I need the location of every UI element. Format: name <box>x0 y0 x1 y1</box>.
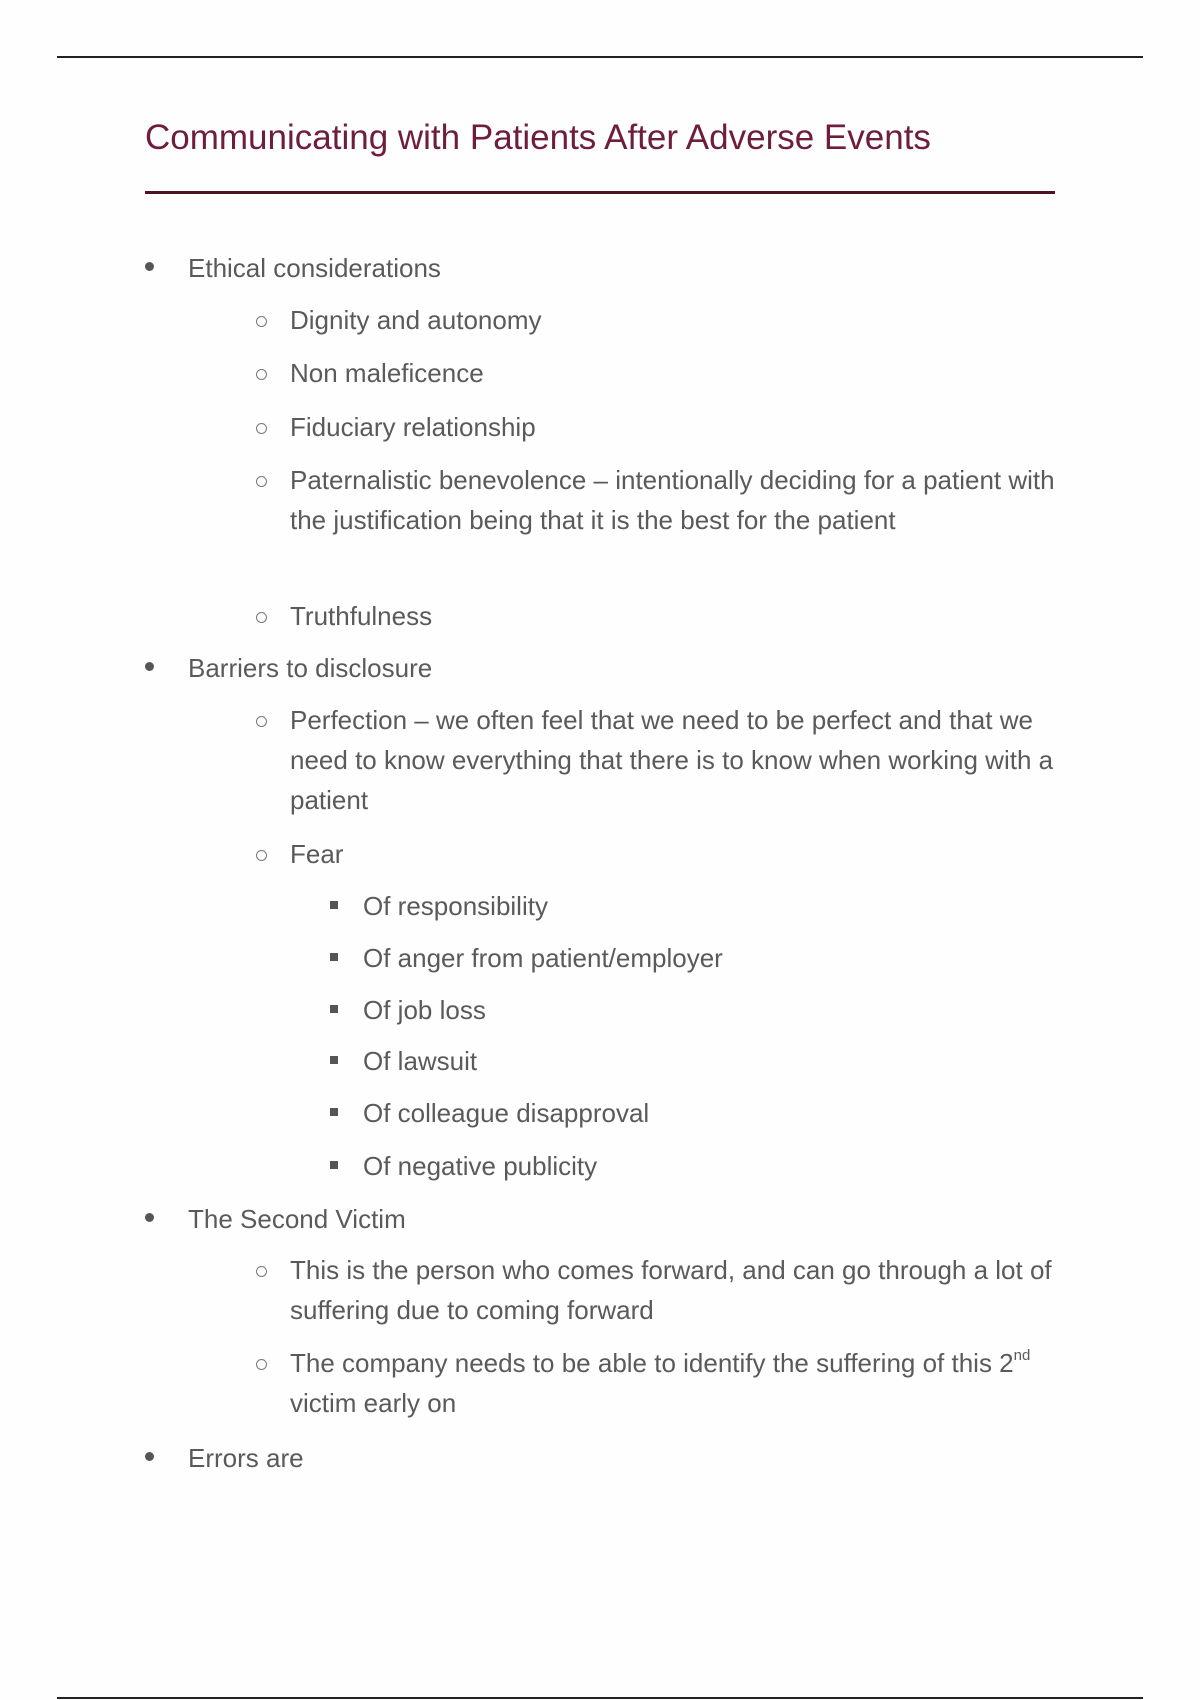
page-bottom-rule <box>57 1697 1143 1699</box>
bullet-circle-icon <box>256 850 267 861</box>
section-errors-are: Errors are <box>188 1443 304 1473</box>
bullet-square-icon <box>330 1056 338 1064</box>
bullet-circle-icon <box>256 612 267 623</box>
document-title: Communicating with Patients After Adverse Events <box>145 118 931 157</box>
bullet-circle-icon <box>256 1359 267 1370</box>
list-item-text: The company needs to be able to identify the suffering of this 2 <box>290 1348 1014 1378</box>
list-item: Of anger from patient/employer <box>363 943 723 973</box>
bullet-dot-icon <box>145 1213 154 1222</box>
section-ethical-considerations: Ethical considerations <box>188 253 441 283</box>
section-barriers-to-disclosure: Barriers to disclosure <box>188 653 433 683</box>
bullet-square-icon <box>330 1005 338 1013</box>
list-item <box>290 1343 1065 1423</box>
bullet-circle-icon <box>256 716 267 727</box>
bullet-circle-icon <box>256 476 267 487</box>
ordinal-superscript: nd <box>1013 1347 1031 1365</box>
bullet-square-icon <box>330 1161 338 1169</box>
list-item: Of lawsuit <box>363 1046 478 1076</box>
list-item: Dignity and autonomy <box>290 305 542 335</box>
list-item: Perfection – we often feel that we need to be perfect and that we need to know everything that there is to know when working with a patient <box>290 705 1054 815</box>
bullet-square-icon <box>330 901 338 909</box>
bullet-circle-icon <box>256 369 267 380</box>
list-item: Fiduciary relationship <box>290 412 536 442</box>
bullet-circle-icon <box>256 316 267 327</box>
bullet-square-icon <box>330 1108 338 1116</box>
list-item: Of colleague disapproval <box>363 1098 650 1128</box>
list-item-text-end: victim early on <box>290 1388 457 1418</box>
list-item: Of responsibility <box>363 891 548 921</box>
list-item: Non maleficence <box>290 358 484 388</box>
list-item: Paternalistic benevolence – intentionally deciding for a patient with the justification being that it is the best for the patient <box>290 465 1055 535</box>
list-item: Of negative publicity <box>363 1151 598 1181</box>
list-item: Truthfulness <box>290 601 433 631</box>
bullet-circle-icon <box>256 1266 267 1277</box>
list-item-fear: Fear <box>290 839 344 869</box>
section-second-victim: The Second Victim <box>188 1204 406 1234</box>
bullet-dot-icon <box>145 1452 154 1461</box>
bullet-square-icon <box>330 953 338 961</box>
bullet-dot-icon <box>145 262 154 271</box>
bullet-dot-icon <box>145 662 154 671</box>
list-item: This is the person who comes forward, and can go through a lot of suffering due to coming forward <box>290 1255 1052 1325</box>
list-item: Of job loss <box>363 995 486 1025</box>
bullet-circle-icon <box>256 423 267 434</box>
